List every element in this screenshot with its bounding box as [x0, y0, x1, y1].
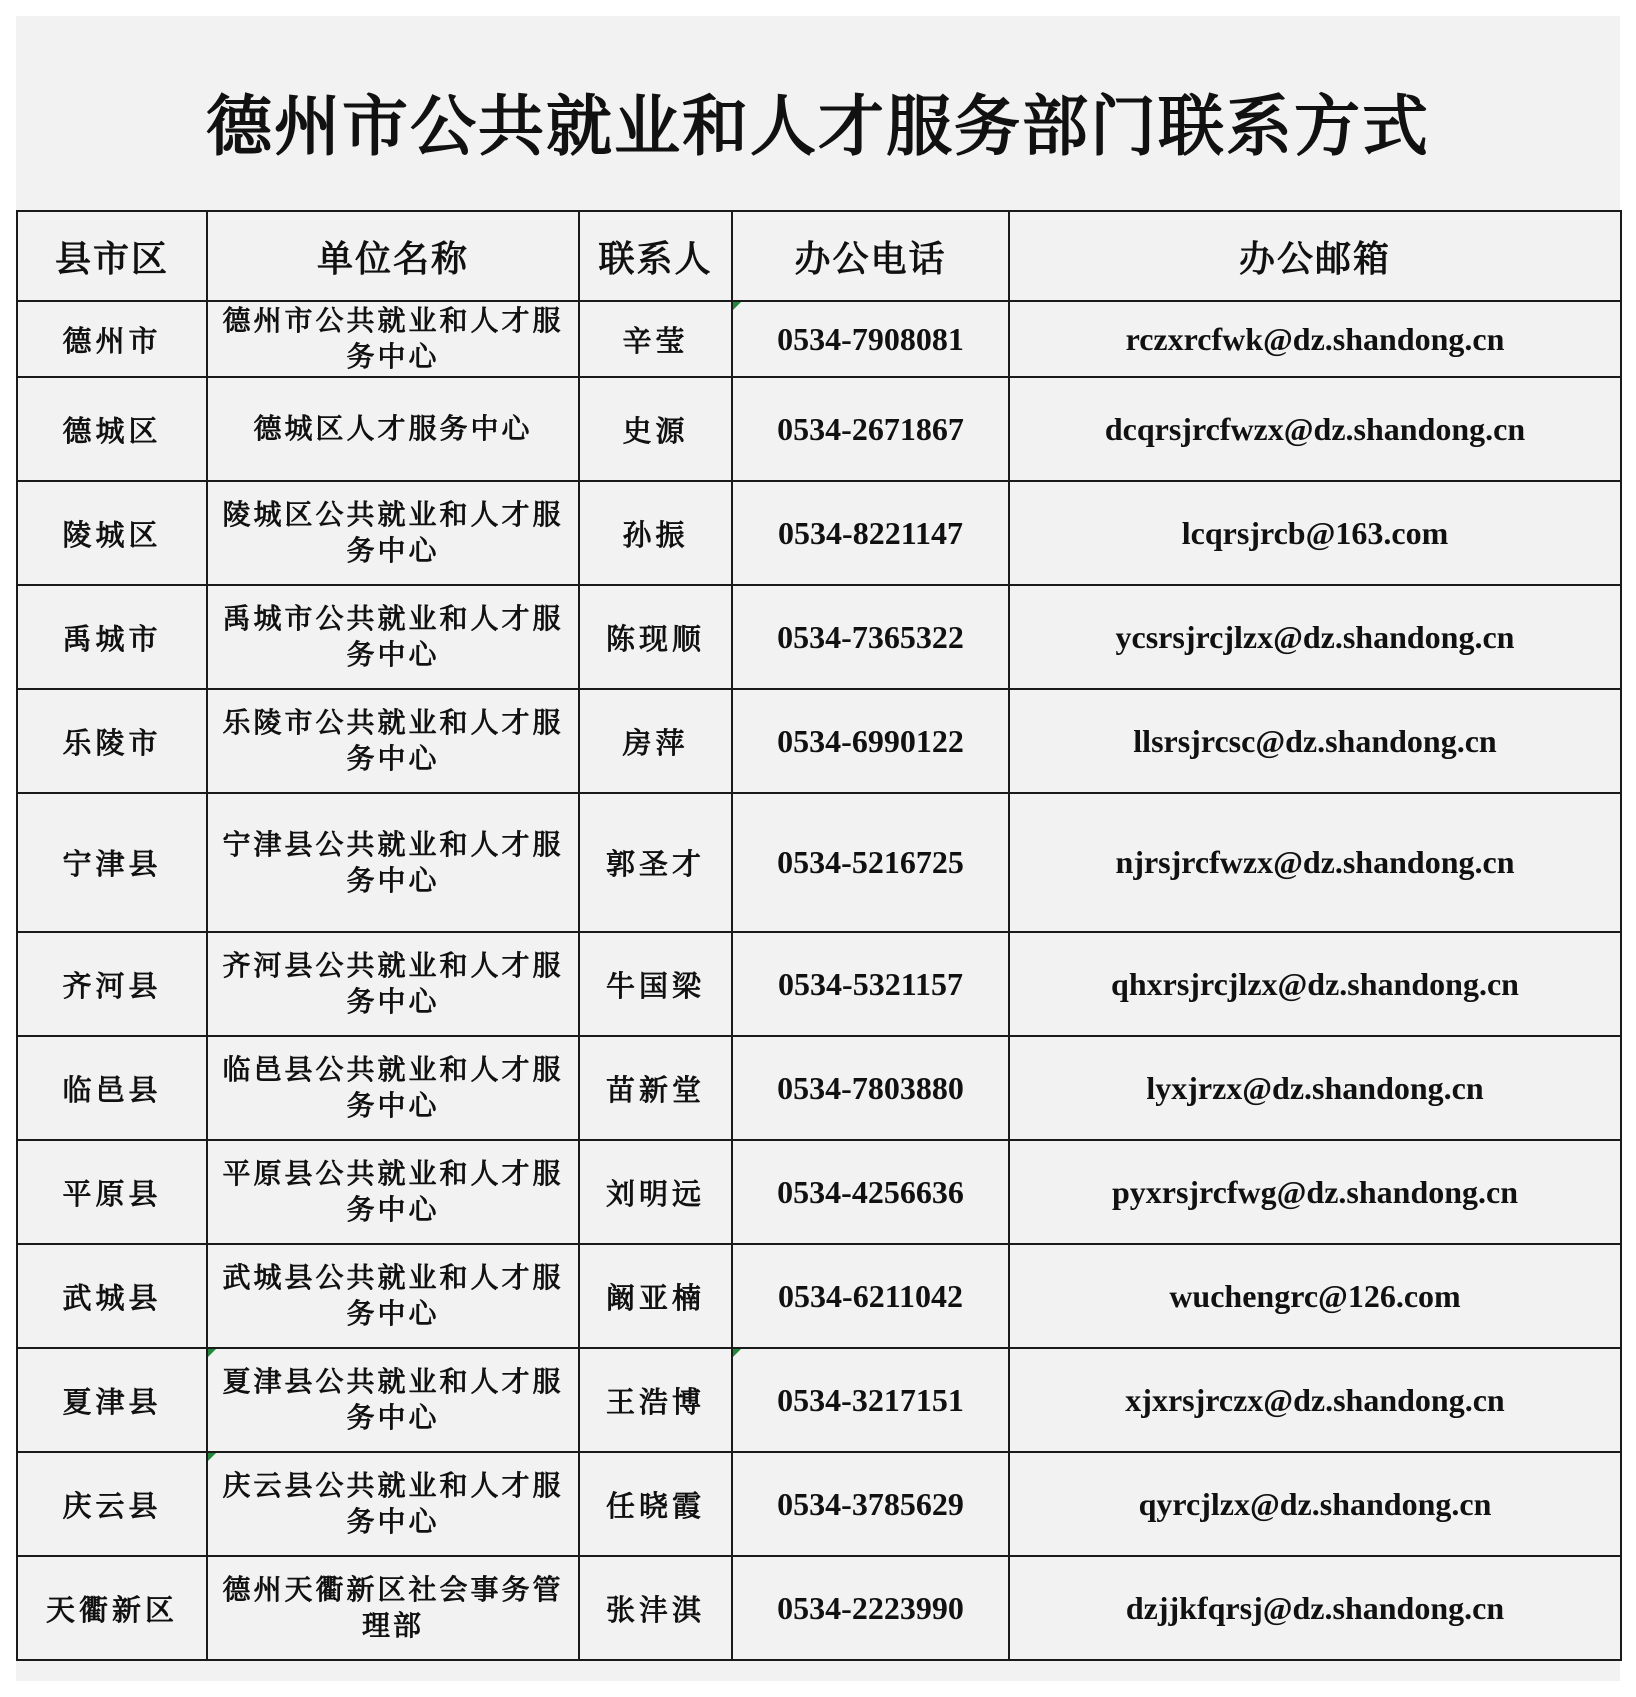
cell-email: dcqrsjrcfwzx@dz.shandong.cn [1009, 377, 1621, 481]
cell-unit: 临邑县公共就业和人才服务中心 [207, 1036, 579, 1140]
cell-phone: 0534-8221147 [732, 481, 1009, 585]
table-row [17, 1452, 1621, 1556]
table-row [17, 793, 1621, 932]
cell-phone: 0534-4256636 [732, 1140, 1009, 1244]
cell-person: 阚亚楠 [579, 1244, 732, 1348]
cell-county: 陵城区 [17, 481, 207, 585]
cell-phone: 0534-6211042 [732, 1244, 1009, 1348]
cell-person: 牛国梁 [579, 932, 732, 1036]
cell-phone: 0534-5216725 [732, 793, 1009, 932]
contact-table [16, 210, 1622, 1661]
header-person: 联系人 [579, 211, 732, 301]
cell-county: 庆云县 [17, 1452, 207, 1556]
cell-person: 王浩博 [579, 1348, 732, 1452]
cell-phone: 0534-3217151 [732, 1348, 1009, 1452]
header-phone: 办公电话 [732, 211, 1009, 301]
cell-person: 张沣淇 [579, 1556, 732, 1660]
cell-person: 苗新堂 [579, 1036, 732, 1140]
cell-county: 天衢新区 [17, 1556, 207, 1660]
cell-email: ycsrsjrcjlzx@dz.shandong.cn [1009, 585, 1621, 689]
cell-email: wuchengrc@126.com [1009, 1244, 1621, 1348]
table-header-row [17, 211, 1621, 301]
cell-county: 临邑县 [17, 1036, 207, 1140]
cell-email: qhxrsjrcjlzx@dz.shandong.cn [1009, 932, 1621, 1036]
cell-phone: 0534-7365322 [732, 585, 1009, 689]
cell-county: 武城县 [17, 1244, 207, 1348]
cell-person: 孙振 [579, 481, 732, 585]
cell-email: llsrsjrcsc@dz.shandong.cn [1009, 689, 1621, 793]
cell-unit: 德城区人才服务中心 [207, 377, 579, 481]
cell-county: 齐河县 [17, 932, 207, 1036]
cell-county: 乐陵市 [17, 689, 207, 793]
cell-person: 任晓霞 [579, 1452, 732, 1556]
cell-unit: 平原县公共就业和人才服务中心 [207, 1140, 579, 1244]
cell-email: lcqrsjrcb@163.com [1009, 481, 1621, 585]
cell-email: rczxrcfwk@dz.shandong.cn [1009, 301, 1621, 377]
table-row [17, 301, 1621, 377]
cell-person: 辛莹 [579, 301, 732, 377]
cell-person: 郭圣才 [579, 793, 732, 932]
cell-unit: 陵城区公共就业和人才服务中心 [207, 481, 579, 585]
table-row [17, 377, 1621, 481]
table-row [17, 1244, 1621, 1348]
cell-unit: 武城县公共就业和人才服务中心 [207, 1244, 579, 1348]
cell-unit: 夏津县公共就业和人才服务中心 [207, 1348, 579, 1452]
cell-phone: 0534-7803880 [732, 1036, 1009, 1140]
cell-county: 德州市 [17, 301, 207, 377]
cell-person: 刘明远 [579, 1140, 732, 1244]
cell-email: pyxrsjrcfwg@dz.shandong.cn [1009, 1140, 1621, 1244]
cell-county: 夏津县 [17, 1348, 207, 1452]
table-row [17, 932, 1621, 1036]
cell-county: 宁津县 [17, 793, 207, 932]
table-row [17, 1140, 1621, 1244]
cell-unit: 庆云县公共就业和人才服务中心 [207, 1452, 579, 1556]
cell-email: njrsjrcfwzx@dz.shandong.cn [1009, 793, 1621, 932]
cell-county: 平原县 [17, 1140, 207, 1244]
cell-county: 德城区 [17, 377, 207, 481]
cell-person: 陈现顺 [579, 585, 732, 689]
table-row [17, 1556, 1621, 1660]
header-email: 办公邮箱 [1009, 211, 1621, 301]
cell-unit: 齐河县公共就业和人才服务中心 [207, 932, 579, 1036]
page-title: 德州市公共就业和人才服务部门联系方式 [206, 87, 1430, 165]
table-row [17, 689, 1621, 793]
cell-phone: 0534-3785629 [732, 1452, 1009, 1556]
spreadsheet-page [16, 16, 1620, 1681]
cell-email: xjxrsjrczx@dz.shandong.cn [1009, 1348, 1621, 1452]
header-county: 县市区 [17, 211, 207, 301]
cell-phone: 0534-6990122 [732, 689, 1009, 793]
cell-unit: 德州天衢新区社会事务管理部 [207, 1556, 579, 1660]
header-unit: 单位名称 [207, 211, 579, 301]
cell-county: 禹城市 [17, 585, 207, 689]
cell-phone: 0534-2671867 [732, 377, 1009, 481]
cell-email: dzjjkfqrsj@dz.shandong.cn [1009, 1556, 1621, 1660]
cell-unit: 禹城市公共就业和人才服务中心 [207, 585, 579, 689]
table-row [17, 1036, 1621, 1140]
cell-phone: 0534-2223990 [732, 1556, 1009, 1660]
cell-unit: 德州市公共就业和人才服务中心 [207, 301, 579, 377]
cell-phone: 0534-7908081 [732, 301, 1009, 377]
cell-person: 史源 [579, 377, 732, 481]
cell-email: qyrcjlzx@dz.shandong.cn [1009, 1452, 1621, 1556]
table-row [17, 1348, 1621, 1452]
table-row [17, 585, 1621, 689]
cell-email: lyxjrzx@dz.shandong.cn [1009, 1036, 1621, 1140]
table-row [17, 481, 1621, 585]
cell-phone: 0534-5321157 [732, 932, 1009, 1036]
cell-unit: 宁津县公共就业和人才服务中心 [207, 793, 579, 932]
cell-unit: 乐陵市公共就业和人才服务中心 [207, 689, 579, 793]
cell-person: 房萍 [579, 689, 732, 793]
